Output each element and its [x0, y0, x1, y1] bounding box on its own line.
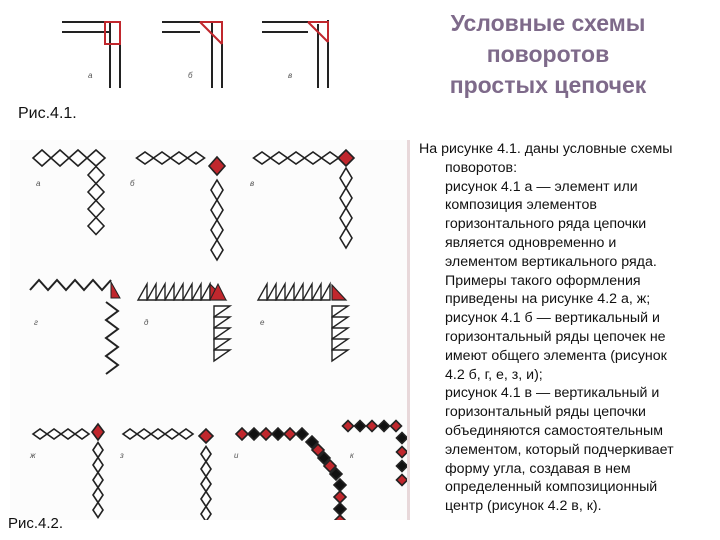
chain-corner-red [332, 285, 346, 300]
chain-triangle [332, 306, 348, 317]
chain-diamond [211, 200, 223, 220]
text-line: центр (рисунок 4.2 в, к). [445, 498, 602, 515]
chain-diamond-filled [248, 428, 260, 440]
figure-4-1 [50, 10, 350, 105]
fig2-label: в [250, 179, 255, 188]
text-line: поворотов: [445, 159, 518, 176]
chain-diamond [33, 150, 51, 166]
chain-diamond [171, 152, 188, 164]
scan-edge [407, 140, 410, 520]
fig2-label: е [260, 318, 265, 327]
chain-triangle [267, 284, 276, 300]
text-line: Примеры такого оформления [445, 272, 641, 289]
fig2-label: г [34, 318, 38, 327]
chain-diamond [137, 429, 151, 439]
chain-triangle [294, 284, 303, 300]
figure-4-2 [10, 140, 410, 520]
chain-diamond [288, 152, 305, 164]
text-line: горизонтальный ряды цепочки [445, 404, 646, 421]
chain-diamond-filled [367, 421, 378, 432]
chain-corner-red [199, 429, 213, 443]
chain-triangle [214, 317, 230, 328]
chain-triangle [165, 284, 174, 300]
text-line: рисунок 4.1 а — элемент или [445, 178, 638, 195]
text-line: форму угла, создавая в нем [445, 460, 631, 477]
chain-diamond-filled [334, 491, 346, 503]
chain-diamond [88, 201, 104, 218]
chain-diamond [201, 492, 211, 507]
chain-diamond [88, 167, 104, 184]
title-line-1: Условные схемы [450, 10, 646, 36]
fig2-label: к [350, 451, 354, 460]
chain-triangle [332, 339, 348, 350]
chain-diamond [154, 152, 171, 164]
fig2-label: а [36, 179, 41, 188]
chain-triangle [214, 350, 230, 361]
chain-diamond [165, 429, 179, 439]
chain-diamond [93, 503, 103, 518]
chain-diamond-filled [355, 421, 366, 432]
chain-diamond [88, 218, 104, 235]
chain-triangle [201, 284, 210, 300]
chain-triangle [174, 284, 183, 300]
text-line: объединяются самостоятельным [445, 422, 663, 439]
chain-diamond [211, 220, 223, 240]
text-line: элементом, который подчеркивает [445, 441, 674, 458]
chain-triangle [214, 306, 230, 317]
text-line: горизонтального ряда цепочки [445, 216, 647, 233]
text-line: рисунок 4.1 б — вертикальный и [445, 310, 660, 327]
chain-diamond [69, 150, 87, 166]
chain-triangle [312, 284, 321, 300]
chain-diamond [322, 152, 339, 164]
corner-scheme-a [62, 22, 120, 88]
chain-diamond [340, 208, 352, 228]
corner-scheme-b [162, 22, 222, 88]
fig2-label: б [130, 179, 135, 188]
chain-triangle [192, 284, 201, 300]
chain-triangle [332, 317, 348, 328]
chain-diamond [340, 188, 352, 208]
fig2-label: д [144, 318, 149, 327]
slide-title [418, 8, 678, 101]
chain-diamond [33, 429, 47, 439]
chain-diamond [151, 429, 165, 439]
chain-diamond-filled [343, 421, 354, 432]
chain-diamond [201, 507, 211, 521]
chain-diamond [201, 477, 211, 492]
fig2-label: з [120, 451, 124, 460]
chain-diamond [123, 429, 137, 439]
text-line: рисунок 4.1 в — вертикальный и [445, 385, 660, 402]
title-line-3: простых цепочек [449, 72, 647, 98]
text-line: горизонтальный ряды цепочек не [445, 328, 666, 345]
chain-diamond [254, 152, 271, 164]
fig1-label-b: б [188, 71, 193, 80]
chain-diamond-filled [334, 503, 346, 515]
fig2-label: и [234, 451, 239, 460]
chain-diamond [201, 447, 211, 462]
figure-4-1-caption: Рис.4.1. [18, 105, 77, 122]
chain-diamond [211, 240, 223, 260]
text-line: композиция элементов [445, 197, 597, 214]
chain-triangle [276, 284, 285, 300]
chain-diamond [305, 152, 322, 164]
chain-diamond [137, 152, 154, 164]
fig1-label-c: в [288, 71, 293, 80]
chain-diamond [340, 168, 352, 188]
title-line-2: поворотов [486, 41, 610, 67]
chain-triangle [285, 284, 294, 300]
chain-triangle [147, 284, 156, 300]
text-line: определенный композиционный [445, 479, 658, 496]
chain-corner-red [111, 282, 120, 298]
text-line: элементом вертикального ряда. [445, 253, 657, 270]
chain-diamond [93, 443, 103, 458]
chain-diamond-filled [397, 461, 408, 472]
chain-diamond-filled [296, 428, 308, 440]
chain-diamond [47, 429, 61, 439]
chain-diamond-filled [397, 447, 408, 458]
text-line: 4.2 б, г, е, з, и); [445, 366, 543, 383]
chain-diamond [87, 150, 105, 166]
chain-zigzag [30, 280, 111, 290]
chain-diamond [211, 180, 223, 200]
chain-diamond-filled [397, 475, 408, 486]
chain-diamond-filled [284, 428, 296, 440]
text-line: имеют общего элемента (рисунок [445, 347, 667, 364]
figure-4-2-caption: Рис.4.2. [8, 515, 64, 532]
chain-diamond-filled [334, 515, 346, 520]
chain-diamond [75, 429, 89, 439]
corner-scheme-c [262, 20, 328, 88]
chain-corner-red [92, 424, 104, 440]
chain-triangle [183, 284, 192, 300]
chain-diamond-filled [272, 428, 284, 440]
chain-diamond [51, 150, 69, 166]
chain-diamond-filled [391, 421, 402, 432]
chain-corner-red [209, 157, 225, 175]
chain-diamond [88, 184, 104, 201]
chain-diamond-filled [260, 428, 272, 440]
text-line: На рисунке 4.1. даны условные схемы [419, 141, 673, 157]
chain-diamond [179, 429, 193, 439]
chain-triangle [156, 284, 165, 300]
chain-triangle [332, 350, 348, 361]
description-text [419, 140, 711, 516]
chain-corner-red [338, 150, 354, 166]
chain-triangle [321, 284, 330, 300]
chain-diamond [93, 473, 103, 488]
chain-triangle [138, 284, 147, 300]
chain-triangle [214, 339, 230, 350]
fig1-label-a: а [88, 71, 93, 80]
chain-zigzag [106, 302, 118, 374]
chain-diamond-filled [379, 421, 390, 432]
chain-triangle [303, 284, 312, 300]
fig2-label: ж [30, 451, 36, 460]
chain-triangle [214, 328, 230, 339]
chain-diamond [271, 152, 288, 164]
chain-diamond [93, 458, 103, 473]
chain-triangle [332, 328, 348, 339]
chain-diamond [188, 152, 205, 164]
chain-diamond-filled [397, 433, 408, 444]
chain-diamond [93, 488, 103, 503]
chain-diamond [340, 228, 352, 248]
text-line: приведены на рисунке 4.2 а, ж; [445, 291, 651, 308]
chain-diamond [201, 462, 211, 477]
text-line: является одновременно и [445, 234, 617, 251]
chain-diamond-filled [236, 428, 248, 440]
chain-diamond [61, 429, 75, 439]
chain-triangle [258, 284, 267, 300]
